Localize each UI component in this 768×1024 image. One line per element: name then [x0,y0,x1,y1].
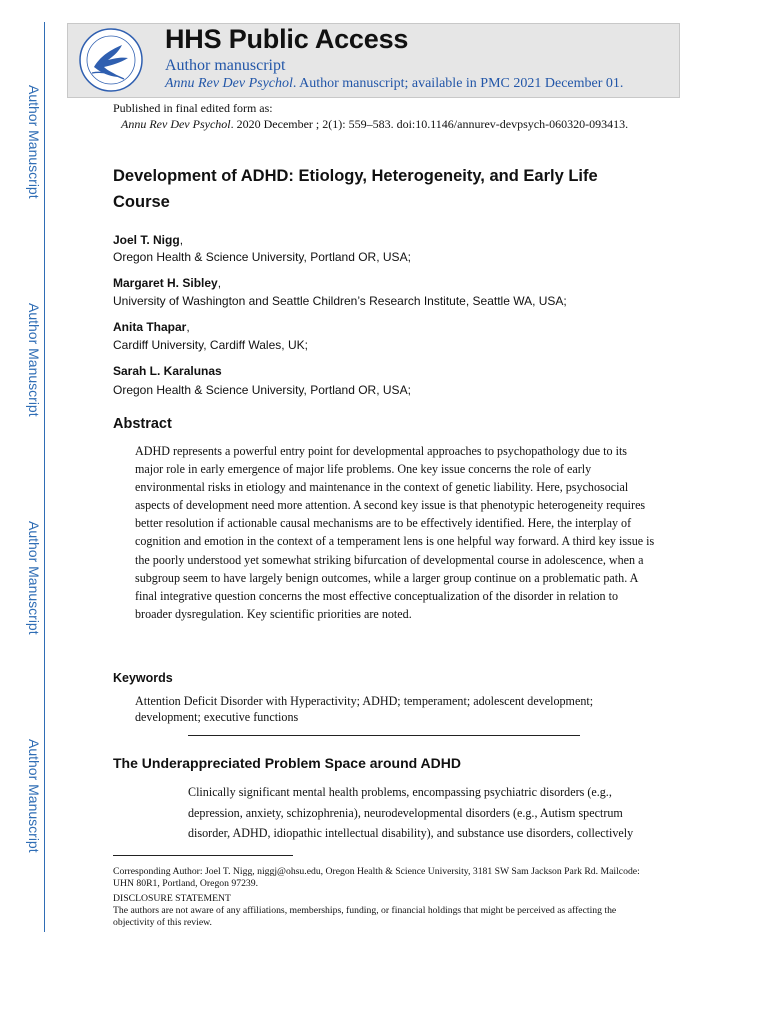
author-name: Anita Thapar, [113,320,190,334]
author-manuscript-subtitle: Author manuscript [165,57,286,74]
disclosure-text: The authors are not aware of any affiliations, memberships, funding, or financial holdings that might be perceived as affecting the objectivity of this review. [113,904,617,929]
author-name: Margaret H. Sibley, [113,276,222,290]
journal-availability-line [165,76,623,92]
citation-line [121,117,628,132]
author-manuscript-margin-label: Author Manuscript [26,303,42,417]
abstract-text: ADHD represents a powerful entry point for developmental approaches to psychopathology due to its major role in early emergence of major life problems. One key issue concerns the role of early environmental risks in etiology and maintenance in the context of genetic liability. Here, psychosocial aspects of development need more attention. A second key issue is that phenotypic heterogeneity requires better resolution if actionable causal mechanisms are to be effectively identified. Here, the interplay of cognition and emotion in the context of a temperament lens is one helpful way forward. A third key issue is the poorly understood yet somewhat striking bifurcation of developmental course in adolescence, when a subgroup seem to have largely benign outcomes, while a larger group continue on a problematic path. A final integrative question concerns the most effective conceptualization of the disorder in relation to broader dysregulation. Key scientific priorities are noted. [135,444,655,621]
published-lead: Published in final edited form as: [113,101,273,115]
availability-text: . Author manuscript; available in PMC 2021 December 01. [292,76,624,91]
author-name-text: Anita Thapar [113,320,187,334]
article-title: Development of ADHD: Etiology, Heterogeneity, and Early Life Course [113,167,598,211]
author-name-text: Joel T. Nigg [113,233,180,247]
disclosure-heading: DISCLOSURE STATEMENT [113,892,231,904]
section-heading: The Underappreciated Problem Space around ADHD [113,755,461,771]
author-manuscript-margin-label: Author Manuscript [26,85,42,199]
abstract-heading: Abstract [113,416,172,432]
author-manuscript-margin-label: Author Manuscript [26,521,42,635]
citation-journal: Annu Rev Dev Psychol [121,117,231,131]
author-affiliation: Oregon Health & Science University, Portland OR, USA; [113,383,411,397]
keywords-heading: Keywords [113,671,173,685]
citation-details: . 2020 December ; 2(1): 559–583. doi:10.1146/annurev-devpsych-060320-093413. [230,117,629,131]
footnote-rule [113,855,293,856]
author-name [113,364,222,378]
author-affiliation: University of Washington and Seattle Children’s Research Institute, Seattle WA, USA; [113,294,567,308]
hhs-public-access-title: HHS Public Access [165,24,409,54]
author-name-text: Margaret H. Sibley [113,276,218,290]
journal-abbrev: Annu Rev Dev Psychol [165,76,293,91]
section-body-text: Clinically significant mental health problems, encompassing psychiatric disorders (e.g., depression, anxiety, schizophrenia), neurodevelopmental disorders (e.g., Autism spectrum disorder, ADHD, idiopathic intellectual disability), and substance use disorders, collectively [188,785,634,840]
author-affiliation: Cardiff University, Cardiff Wales, UK; [113,338,308,352]
hhs-seal-icon [78,27,144,93]
author-affiliation: Oregon Health & Science University, Portland OR, USA; [113,250,411,264]
author-manuscript-margin-label: Author Manuscript [26,739,42,853]
section-divider [188,735,580,736]
footnotes [113,866,658,929]
margin-rule [44,22,45,932]
corresponding-author-note: Corresponding Author: Joel T. Nigg, niggj@ohsu.edu, Oregon Health & Science University, 3181 SW Sam Jackson Park Rd. Mailcode: UHN 80R1, Portland, Oregon 97239. [113,866,640,890]
author-name-text: Sarah L. Karalunas [113,364,222,378]
author-name: Joel T. Nigg, [113,233,184,247]
keywords-text: Attention Deficit Disorder with Hyperactivity; ADHD; temperament; adolescent development; development; executive functions [135,694,594,724]
